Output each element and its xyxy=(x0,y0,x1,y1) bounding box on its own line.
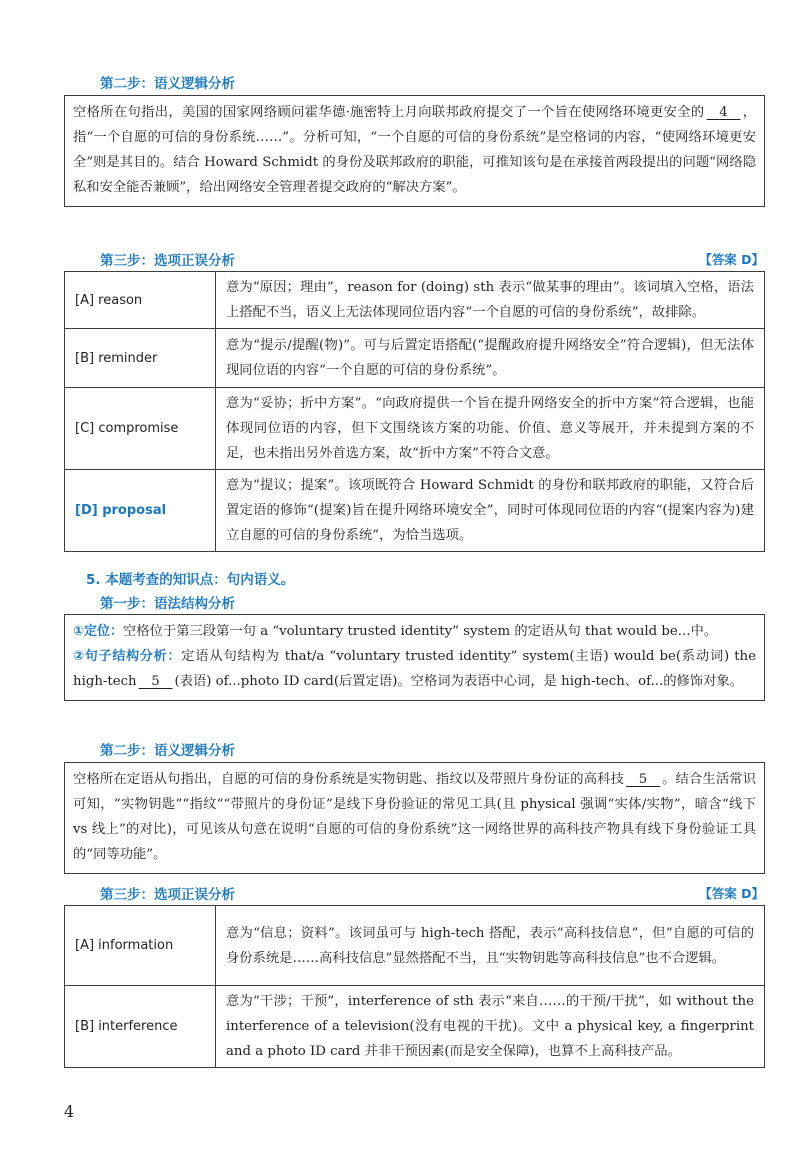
structure-mark: ②句子结构分析： xyxy=(73,649,182,664)
answer-label: 【答案 D】 xyxy=(699,886,764,901)
option-label: [A] reason xyxy=(65,272,216,329)
step3-heading: 第三步：选项正误分析 xyxy=(100,253,235,269)
options-table xyxy=(64,905,765,1068)
semantic-logic-text xyxy=(73,100,756,200)
option-row xyxy=(65,388,765,470)
blank-number: 5 xyxy=(151,674,160,689)
step1-heading: 第一步：语法结构分析 xyxy=(100,596,235,612)
options-table xyxy=(64,271,765,552)
option-row xyxy=(65,986,765,1068)
option-row xyxy=(65,272,765,329)
text-pre: 空格所在定语从句指出，自愿的可信的身份系统是实物钥匙、指纹以及带照片身份证的高科技 xyxy=(73,772,625,787)
option-label: [B] reminder xyxy=(65,329,216,388)
option-label: [C] compromise xyxy=(65,388,216,470)
option-text: 意为“信息；资料”。该词虽可与 high-tech 搭配，表示“高科技信息”，但“自愿的可信的身份系统是……高科技信息”显然搭配不当，且“实物钥匙等高科技信息”也不合逻辑。 xyxy=(216,906,765,986)
question-5-heading: 5. 本题考查的知识点：句内语义。 xyxy=(86,572,295,588)
option-text: 意为“提示/提醒(物)”。可与后置定语搭配(“提醒政府提升网络安全”符合逻辑)，但无法体现同位语的内容“一个自愿的可信的身份系统”。 xyxy=(216,329,765,388)
blank-number: 5 xyxy=(638,772,648,787)
locate-text xyxy=(73,619,756,644)
step2-heading: 第二步：语义逻辑分析 xyxy=(100,76,235,92)
text-post: (表语) of...photo ID card(后置定语)。空格词为表语中心词，是 high-tech、of...的修饰对象。 xyxy=(174,674,743,689)
option-text: 意为“原因；理由”，reason for (doing) sth 表示“做某事的理由”。该词填入空格，语法上搭配不当，语义上无法体现同位语内容“一个自愿的可信的身份系统”，故排除。 xyxy=(216,272,765,329)
option-row xyxy=(65,329,765,388)
step3-heading: 第三步：选项正误分析 xyxy=(100,887,235,903)
blank-number: 4 xyxy=(719,105,728,120)
blank-5 xyxy=(624,767,662,792)
blank-4 xyxy=(705,100,743,125)
option-row xyxy=(65,470,765,552)
structure-text xyxy=(73,644,756,694)
option-row xyxy=(65,906,765,986)
semantic-logic-box xyxy=(64,95,765,207)
blank-5 xyxy=(137,669,175,694)
text-post: ，指“一个自愿的可信的身份系统……”。分析可知，“一个自愿的可信的身份系统”是空格词的内容，“使网络环境更安全”则是其目的。结合 Howard Schmidt 的身份及联邦政府的职能，可推知该句是在承接首两段提出的问题“网络隐私和安全能否兼顾”，给出网络安全管理者提交政府的“解决方案”。 xyxy=(73,105,757,195)
text-pre: 定语从句结构为 that/a “voluntary trusted identity” system(主语) would be(系动词) the high-tech xyxy=(73,649,756,689)
step2-heading: 第二步：语义逻辑分析 xyxy=(100,743,235,759)
option-label: [A] information xyxy=(65,906,216,986)
text-post: 。结合生活常识可知，“实物钥匙”“指纹”“带照片的身份证”是线下身份验证的常见工具(且 physical 强调“实体/实物”，暗含“线下 vs 线上”的对比)，可见该从句意在说明“自愿的可信的身份系统”这一网络世界的高科技产物具有线下身份验证工具的“同等功能”。 xyxy=(73,772,757,862)
option-label-correct: [D] proposal xyxy=(65,470,216,552)
locate-mark: ①定位： xyxy=(73,624,124,639)
option-text: 意为“提议；提案”。该项既符合 Howard Schmidt 的身份和联邦政府的职能，又符合后置定语的修饰“(提案)旨在提升网络环境安全”，同时可体现同位语的内容“(提案内容为)建立自愿的可信的身份系统”，为恰当选项。 xyxy=(216,470,765,552)
option-text: 意为“干涉；干预”，interference of sth 表示“来自……的干预/干扰”，如 without the interference of a television(没有电视的干扰)。文中 a physical key, a fingerprint and a photo ID card 并非干预因素(而是安全保障)，也算不上高科技产品。 xyxy=(216,986,765,1068)
grammar-structure-box xyxy=(64,614,765,701)
option-label: [B] interference xyxy=(65,986,216,1068)
option-text: 意为“妥协；折中方案”。“向政府提供一个旨在提升网络安全的折中方案”符合逻辑，也能体现同位语的内容，但下文围绕该方案的功能、价值、意义等展开，并未提到方案的不足，也未指出另外首选方案，故“折中方案”不符合文意。 xyxy=(216,388,765,470)
page-number: 4 xyxy=(64,1102,75,1121)
text-pre: 空格所在句指出，美国的国家网络顾问霍华德·施密特上月向联邦政府提交了一个旨在使网络环境更安全的 xyxy=(73,105,705,120)
locate-body: 空格位于第三段第一句 a “voluntary trusted identity” system 的定语从句 that would be...中。 xyxy=(123,624,718,639)
semantic-logic-text xyxy=(73,767,756,867)
semantic-logic-box xyxy=(64,762,765,874)
answer-label: 【答案 D】 xyxy=(699,252,764,267)
